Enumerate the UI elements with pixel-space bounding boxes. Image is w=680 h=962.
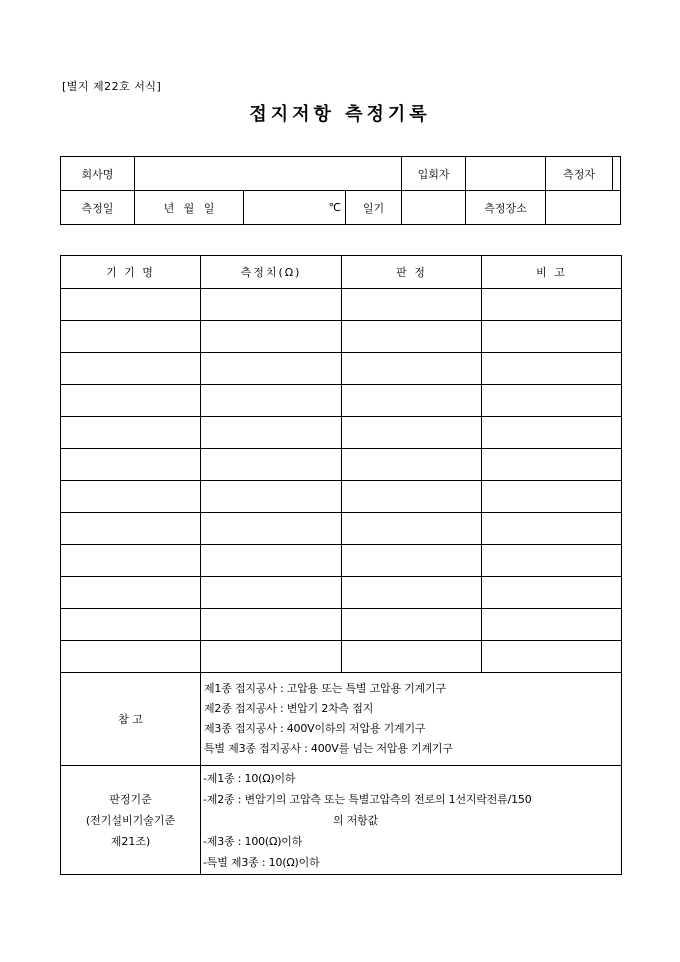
criteria-label	[61, 766, 201, 875]
reference-notes	[201, 673, 622, 766]
table-row	[61, 481, 622, 513]
remarks-cell[interactable]	[482, 481, 622, 513]
device-name-cell[interactable]	[61, 513, 201, 545]
device-name-cell[interactable]	[61, 545, 201, 577]
criteria-label-line: 제21조)	[110, 834, 151, 848]
remarks-cell[interactable]	[482, 321, 622, 353]
weather-label: 일기	[346, 191, 402, 225]
weather-field[interactable]	[402, 191, 466, 225]
table-row	[61, 449, 622, 481]
measured-value-cell[interactable]	[201, 609, 342, 641]
table-row	[61, 545, 622, 577]
table-row	[61, 609, 622, 641]
measured-value-cell[interactable]	[201, 353, 342, 385]
device-name-cell[interactable]	[61, 417, 201, 449]
header-measured-value: 측정치(Ω)	[201, 256, 342, 289]
judgment-cell[interactable]	[342, 545, 482, 577]
date-field[interactable]: 년 월 일	[135, 191, 244, 225]
header-remarks: 비 고	[482, 256, 622, 289]
remarks-cell[interactable]	[482, 577, 622, 609]
judgment-cell[interactable]	[342, 353, 482, 385]
table-row	[61, 385, 622, 417]
document-title: 접지저항 측정기록	[249, 104, 431, 125]
judgment-cell[interactable]	[342, 321, 482, 353]
remarks-cell[interactable]	[482, 353, 622, 385]
company-field[interactable]	[135, 157, 402, 191]
device-name-cell[interactable]	[61, 289, 201, 321]
witness-label: 입회자	[402, 157, 466, 191]
measured-value-cell[interactable]	[201, 545, 342, 577]
remarks-cell[interactable]	[482, 641, 622, 673]
measured-value-cell[interactable]	[201, 417, 342, 449]
device-name-cell[interactable]	[61, 385, 201, 417]
device-name-cell[interactable]	[61, 577, 201, 609]
measurement-rows	[61, 289, 622, 673]
info-table	[60, 156, 621, 225]
table-row	[61, 417, 622, 449]
table-row	[61, 289, 622, 321]
reference-line: 제2종 접지공사 : 변압기 2차측 접지	[204, 702, 374, 715]
judgment-cell[interactable]	[342, 609, 482, 641]
criteria-label-line: (전기설비기술기준	[85, 813, 176, 827]
remarks-cell[interactable]	[482, 417, 622, 449]
place-label: 측정장소	[466, 191, 546, 225]
device-name-cell[interactable]	[61, 609, 201, 641]
device-name-cell[interactable]	[61, 641, 201, 673]
remarks-cell[interactable]	[482, 385, 622, 417]
table-row	[61, 577, 622, 609]
remarks-cell[interactable]	[482, 545, 622, 577]
temperature-unit: ℃	[328, 201, 341, 214]
criteria-line: -제3종 : 100(Ω)이하	[203, 834, 303, 848]
measured-value-cell[interactable]	[201, 449, 342, 481]
measured-value-cell[interactable]	[201, 321, 342, 353]
judgment-cell[interactable]	[342, 577, 482, 609]
reference-line: 제1종 접지공사 : 고압용 또는 특별 고압용 기계기구	[204, 682, 446, 695]
company-label: 회사명	[61, 157, 135, 191]
form-code: [별지 제22호 서식]	[62, 80, 162, 93]
judgment-cell[interactable]	[342, 641, 482, 673]
measured-value-cell[interactable]	[201, 513, 342, 545]
criteria-label-line: 판정기준	[109, 792, 152, 806]
criteria-line: 의 저항값	[333, 813, 379, 827]
criteria-line: -제2종 : 변압기의 고압측 또는 특별고압측의 전로의 1선지락전류/150	[203, 792, 532, 806]
table-row	[61, 353, 622, 385]
measured-value-cell[interactable]	[201, 641, 342, 673]
criteria-line: -제1종 : 10(Ω)이하	[203, 771, 296, 785]
witness-field[interactable]	[466, 157, 546, 191]
table-row	[61, 513, 622, 545]
remarks-cell[interactable]	[482, 449, 622, 481]
measurer-label: 측정자	[546, 157, 613, 191]
criteria-text	[201, 766, 622, 875]
judgment-cell[interactable]	[342, 449, 482, 481]
remarks-cell[interactable]	[482, 609, 622, 641]
header-judgment: 판 정	[342, 256, 482, 289]
judgment-cell[interactable]	[342, 513, 482, 545]
date-label: 측정일	[61, 191, 135, 225]
remarks-cell[interactable]	[482, 289, 622, 321]
measured-value-cell[interactable]	[201, 385, 342, 417]
judgment-cell[interactable]	[342, 481, 482, 513]
device-name-cell[interactable]	[61, 321, 201, 353]
measured-value-cell[interactable]	[201, 481, 342, 513]
reference-line: 특별 제3종 접지공사 : 400V를 넘는 저압용 기계기구	[204, 742, 453, 755]
judgment-cell[interactable]	[342, 385, 482, 417]
measurer-field[interactable]	[613, 157, 621, 191]
judgment-cell[interactable]	[342, 289, 482, 321]
judgment-cell[interactable]	[342, 417, 482, 449]
table-row	[61, 321, 622, 353]
reference-line: 제3종 접지공사 : 400V이하의 저압용 기계기구	[204, 722, 426, 735]
temperature-field[interactable]	[244, 191, 346, 225]
table-row	[61, 641, 622, 673]
measured-value-cell[interactable]	[201, 577, 342, 609]
reference-label: 참 고	[61, 673, 201, 766]
device-name-cell[interactable]	[61, 481, 201, 513]
place-field[interactable]	[546, 191, 621, 225]
remarks-cell[interactable]	[482, 513, 622, 545]
measured-value-cell[interactable]	[201, 289, 342, 321]
device-name-cell[interactable]	[61, 449, 201, 481]
header-device-name: 기 기 명	[61, 256, 201, 289]
measurement-table	[60, 255, 622, 875]
criteria-line: -특별 제3종 : 10(Ω)이하	[203, 855, 320, 869]
device-name-cell[interactable]	[61, 353, 201, 385]
